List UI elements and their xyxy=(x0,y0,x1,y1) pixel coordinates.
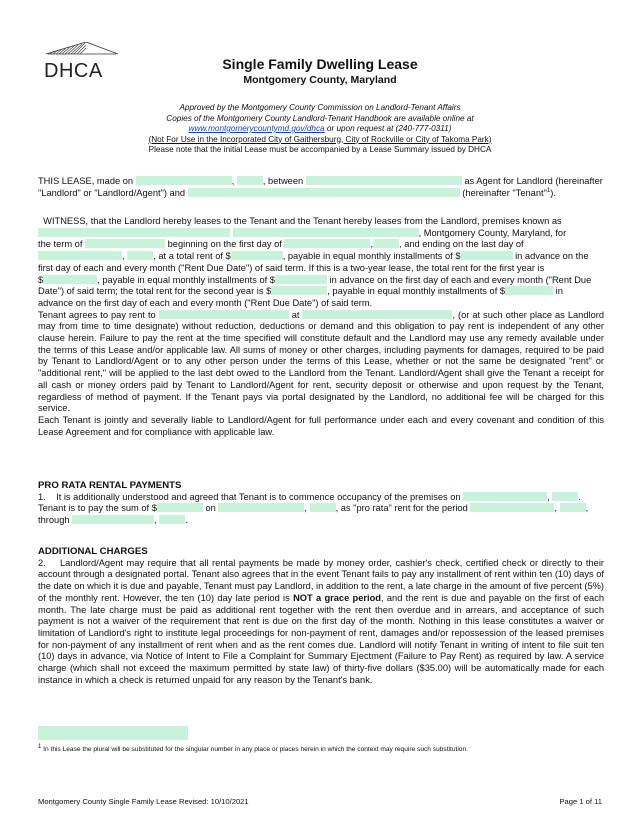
phone-text: or upon request at (240-777-0311) xyxy=(324,124,452,133)
text: , xyxy=(554,503,557,514)
pro-rata-amount-field[interactable] xyxy=(157,503,203,512)
tenant-name-field[interactable] xyxy=(188,188,460,197)
text: first day of each and every month ("Rent Due Date") of said term. If this is a two-year lease, the total rent for the first year is xyxy=(38,262,545,273)
text: , Montgomery County, Maryland, for xyxy=(418,227,567,238)
occupancy-year-field[interactable] xyxy=(552,492,578,501)
text: at xyxy=(291,309,300,320)
text: in xyxy=(555,286,563,297)
text: advance on the first day of each and every month ("Rent Due Date") of said term. xyxy=(38,297,373,308)
witness-paragraph xyxy=(38,216,604,438)
text: , and ending on the last day of xyxy=(399,239,524,250)
text: Tenant is to pay the sum of $ xyxy=(38,503,157,514)
text: , xyxy=(231,176,235,186)
additional-charges-section xyxy=(38,546,604,686)
grace-period-emphasis: NOT a grace period xyxy=(293,592,381,603)
lease-parties-paragraph xyxy=(38,176,604,199)
text: , between xyxy=(262,176,304,186)
dhca-logo-text: DHCA xyxy=(44,60,103,82)
text: in advance on the xyxy=(515,251,589,262)
agent-name-field[interactable] xyxy=(306,176,462,185)
document-subtitle: Montgomery County, Maryland xyxy=(243,74,397,86)
end-year-field[interactable] xyxy=(127,251,153,260)
text: 2. xyxy=(38,557,46,568)
monthly-rent-field[interactable] xyxy=(461,251,513,260)
premises-city-field[interactable] xyxy=(233,228,419,237)
text: . xyxy=(185,515,188,526)
pay-rent-to-field[interactable] xyxy=(159,310,289,319)
text: , payable in equal monthly installments of $ xyxy=(97,274,275,285)
pro-rata-heading: PRO RATA RENTAL PAYMENTS xyxy=(38,480,182,491)
text: beginning on the first day of xyxy=(167,239,282,250)
text: (hereinafter "Tenant" xyxy=(462,187,547,198)
text: in advance on the first day of each and every month ("Rent Due xyxy=(329,274,592,285)
handbook-link-line xyxy=(0,124,640,135)
pro-rata-date-field[interactable] xyxy=(218,503,304,512)
footnote-mark: 1 xyxy=(546,187,551,194)
text: 1. xyxy=(38,491,46,502)
page-number: Page 1 of 11 xyxy=(559,797,602,806)
lease-term-field[interactable] xyxy=(85,239,165,248)
first-year-monthly-field[interactable] xyxy=(275,275,327,284)
initials-field[interactable] xyxy=(38,726,188,740)
pro-rata-year-field[interactable] xyxy=(310,503,336,512)
text: Landlord/Agent may require that all rental payments be made by money order, cashier's check, certified check or directly to their account through a designated portal. Tenant also agrees that in the event Tenant fails to pay any installment of rent within ten (10) days of the date on which it is due and payable, Tenant must pay Landlord, in addition to the rent, a late charge in the amount of five percent (5%) of the monthly rent. However, the ten (10) day late period is xyxy=(38,557,604,603)
text: , xyxy=(304,503,307,514)
text: , xyxy=(547,491,550,502)
period-end-year-field[interactable] xyxy=(159,515,185,524)
text: , payable in equal monthly installments of $ xyxy=(282,251,461,262)
footer-revision: Montgomery County Single Family Lease Revised: 10/10/2021 xyxy=(38,797,249,806)
payment-address-field[interactable] xyxy=(302,310,452,319)
text: , xyxy=(370,239,374,250)
text: "Landlord" or "Landlord/Agent") and xyxy=(38,187,186,198)
lease-date-field[interactable] xyxy=(136,176,232,185)
period-start-field[interactable] xyxy=(470,503,554,512)
text: WITNESS, that the Landlord hereby leases to the Tenant and the Tenant hereby leases from the Landlord, premises known as xyxy=(43,216,562,226)
start-year-field[interactable] xyxy=(373,239,399,248)
text: , xyxy=(585,503,589,514)
text: , xyxy=(154,515,157,526)
footnote-mark: 1 xyxy=(38,743,42,750)
period-end-field[interactable] xyxy=(72,515,154,524)
text: $ xyxy=(38,274,44,285)
footnote-text: In this Lease the plural will be substituted for the singular number in any place or places herein in which the context may require such substitution. xyxy=(41,746,468,753)
document-title: Single Family Dwelling Lease xyxy=(222,56,418,72)
end-month-field[interactable] xyxy=(38,251,122,260)
text: as Agent for Landlord (hereinafter xyxy=(464,176,603,186)
approval-notice xyxy=(0,103,640,156)
lease-summary-notice: Please note that the initial Lease must be accompanied by a Lease Summary issued by DHCA xyxy=(148,145,492,154)
dhca-website-link[interactable]: www.montgomerycountymd.gov/dhca xyxy=(188,124,325,133)
approval-line: Approved by the Montgomery County Commission on Landlord-Tenant Affairs xyxy=(179,103,461,112)
text: , xyxy=(122,251,125,262)
premises-address-field[interactable] xyxy=(38,228,230,237)
handbook-line: Copies of the Montgomery County Landlord-Tenant Handbook are available online at xyxy=(166,113,474,123)
text: THIS LEASE, made on xyxy=(38,176,134,186)
text: through xyxy=(38,515,70,526)
text: on xyxy=(205,503,216,514)
text: , as "pro rata" rent for the period xyxy=(335,503,468,514)
start-month-field[interactable] xyxy=(284,239,370,248)
text: . xyxy=(578,491,581,502)
jurisdiction-notice: (Not For Use in the Incorporated City of Gaithersburg, City of Rockville or City of Takoma Park) xyxy=(148,134,492,144)
text: ). xyxy=(550,187,556,198)
additional-charges-heading: ADDITIONAL CHARGES xyxy=(38,546,148,557)
pro-rata-section xyxy=(38,480,604,527)
joint-liability-text: Each Tenant is jointly and severally liable to Landlord/Agent for full performance under each and every covenant and condition of this Lease Agreement and for compliance with applicable law. xyxy=(38,414,604,437)
text: It is additionally understood and agreed that Tenant is to commence occupancy of the premises on xyxy=(56,491,461,502)
text: Tenant agrees to pay rent to xyxy=(38,309,156,320)
lease-year-field[interactable] xyxy=(237,176,263,185)
second-year-monthly-field[interactable] xyxy=(505,286,553,295)
text: , payable in equal monthly installments of $ xyxy=(327,286,506,297)
text: Date") of said term; the total rent for the second year is $ xyxy=(38,286,272,297)
second-year-total-field[interactable] xyxy=(271,286,327,295)
occupancy-date-field[interactable] xyxy=(463,492,547,501)
total-rent-field[interactable] xyxy=(231,251,283,260)
first-year-total-field[interactable] xyxy=(43,275,97,284)
text: , and the rent is due and payable on the first of each month. The late charge must be paid as additional rent together with the rent then overdue and in arrears, and acceptance of such payment is not a waiver of the requirement that rent is due on the first day of the month. Nothing in this lease constitutes a waiver or limitation of Landlord's right to institute legal proceedings for non-payment of rent, damages and/or repossession of the leased premises for non-payment of any installment of rent when and as the rent comes due. Landlord will notify Tenant in writing of intent to file suit ten (10) days in advance, via Notice of Intent to File a Complaint for Summary Ejectment (Failure to Pay Rent) as required by law. A service charge (which shall not exceed the maximum permitted by state law) of thirty-five dollars ($35.00) will be automatically made for each instance in which a check is returned unpaid for any reason by the Tenant's bank. xyxy=(38,592,605,685)
rent-terms-text: Landlord may from time to time designate) without reduction, deductions or demand and this obligation to pay rent is independent of any other clause herein. Failure to pay the rent at the time specified will constitute default and the Landlord may use any remedy available under the terms of this Lease and/or applicable law. All sums of money or other charges, including payments for damages, required to be paid by Tenant to Landlord/Agent or to any other person under the terms of this Lease, whether or not the same be designated "rent" or "additional rent," will be applied to the last debt owed to the Landlord from the Tenant. Landlord/Agent shall give the Tenant a receipt for all cash or money orders paid by Tenant to Landlord/Agent for rent, security deposit or otherwise and upon request by the Tenant, regardless of method of payment. If the Tenant pays via portal designated by the Landlord, no additional fee will be charged for this service. xyxy=(38,309,605,414)
text: , (or at such other place as xyxy=(452,309,565,320)
text: , at a total rent of $ xyxy=(153,251,231,262)
footnote xyxy=(38,743,468,753)
text: the term of xyxy=(38,239,83,250)
period-start-year-field[interactable] xyxy=(560,503,586,512)
